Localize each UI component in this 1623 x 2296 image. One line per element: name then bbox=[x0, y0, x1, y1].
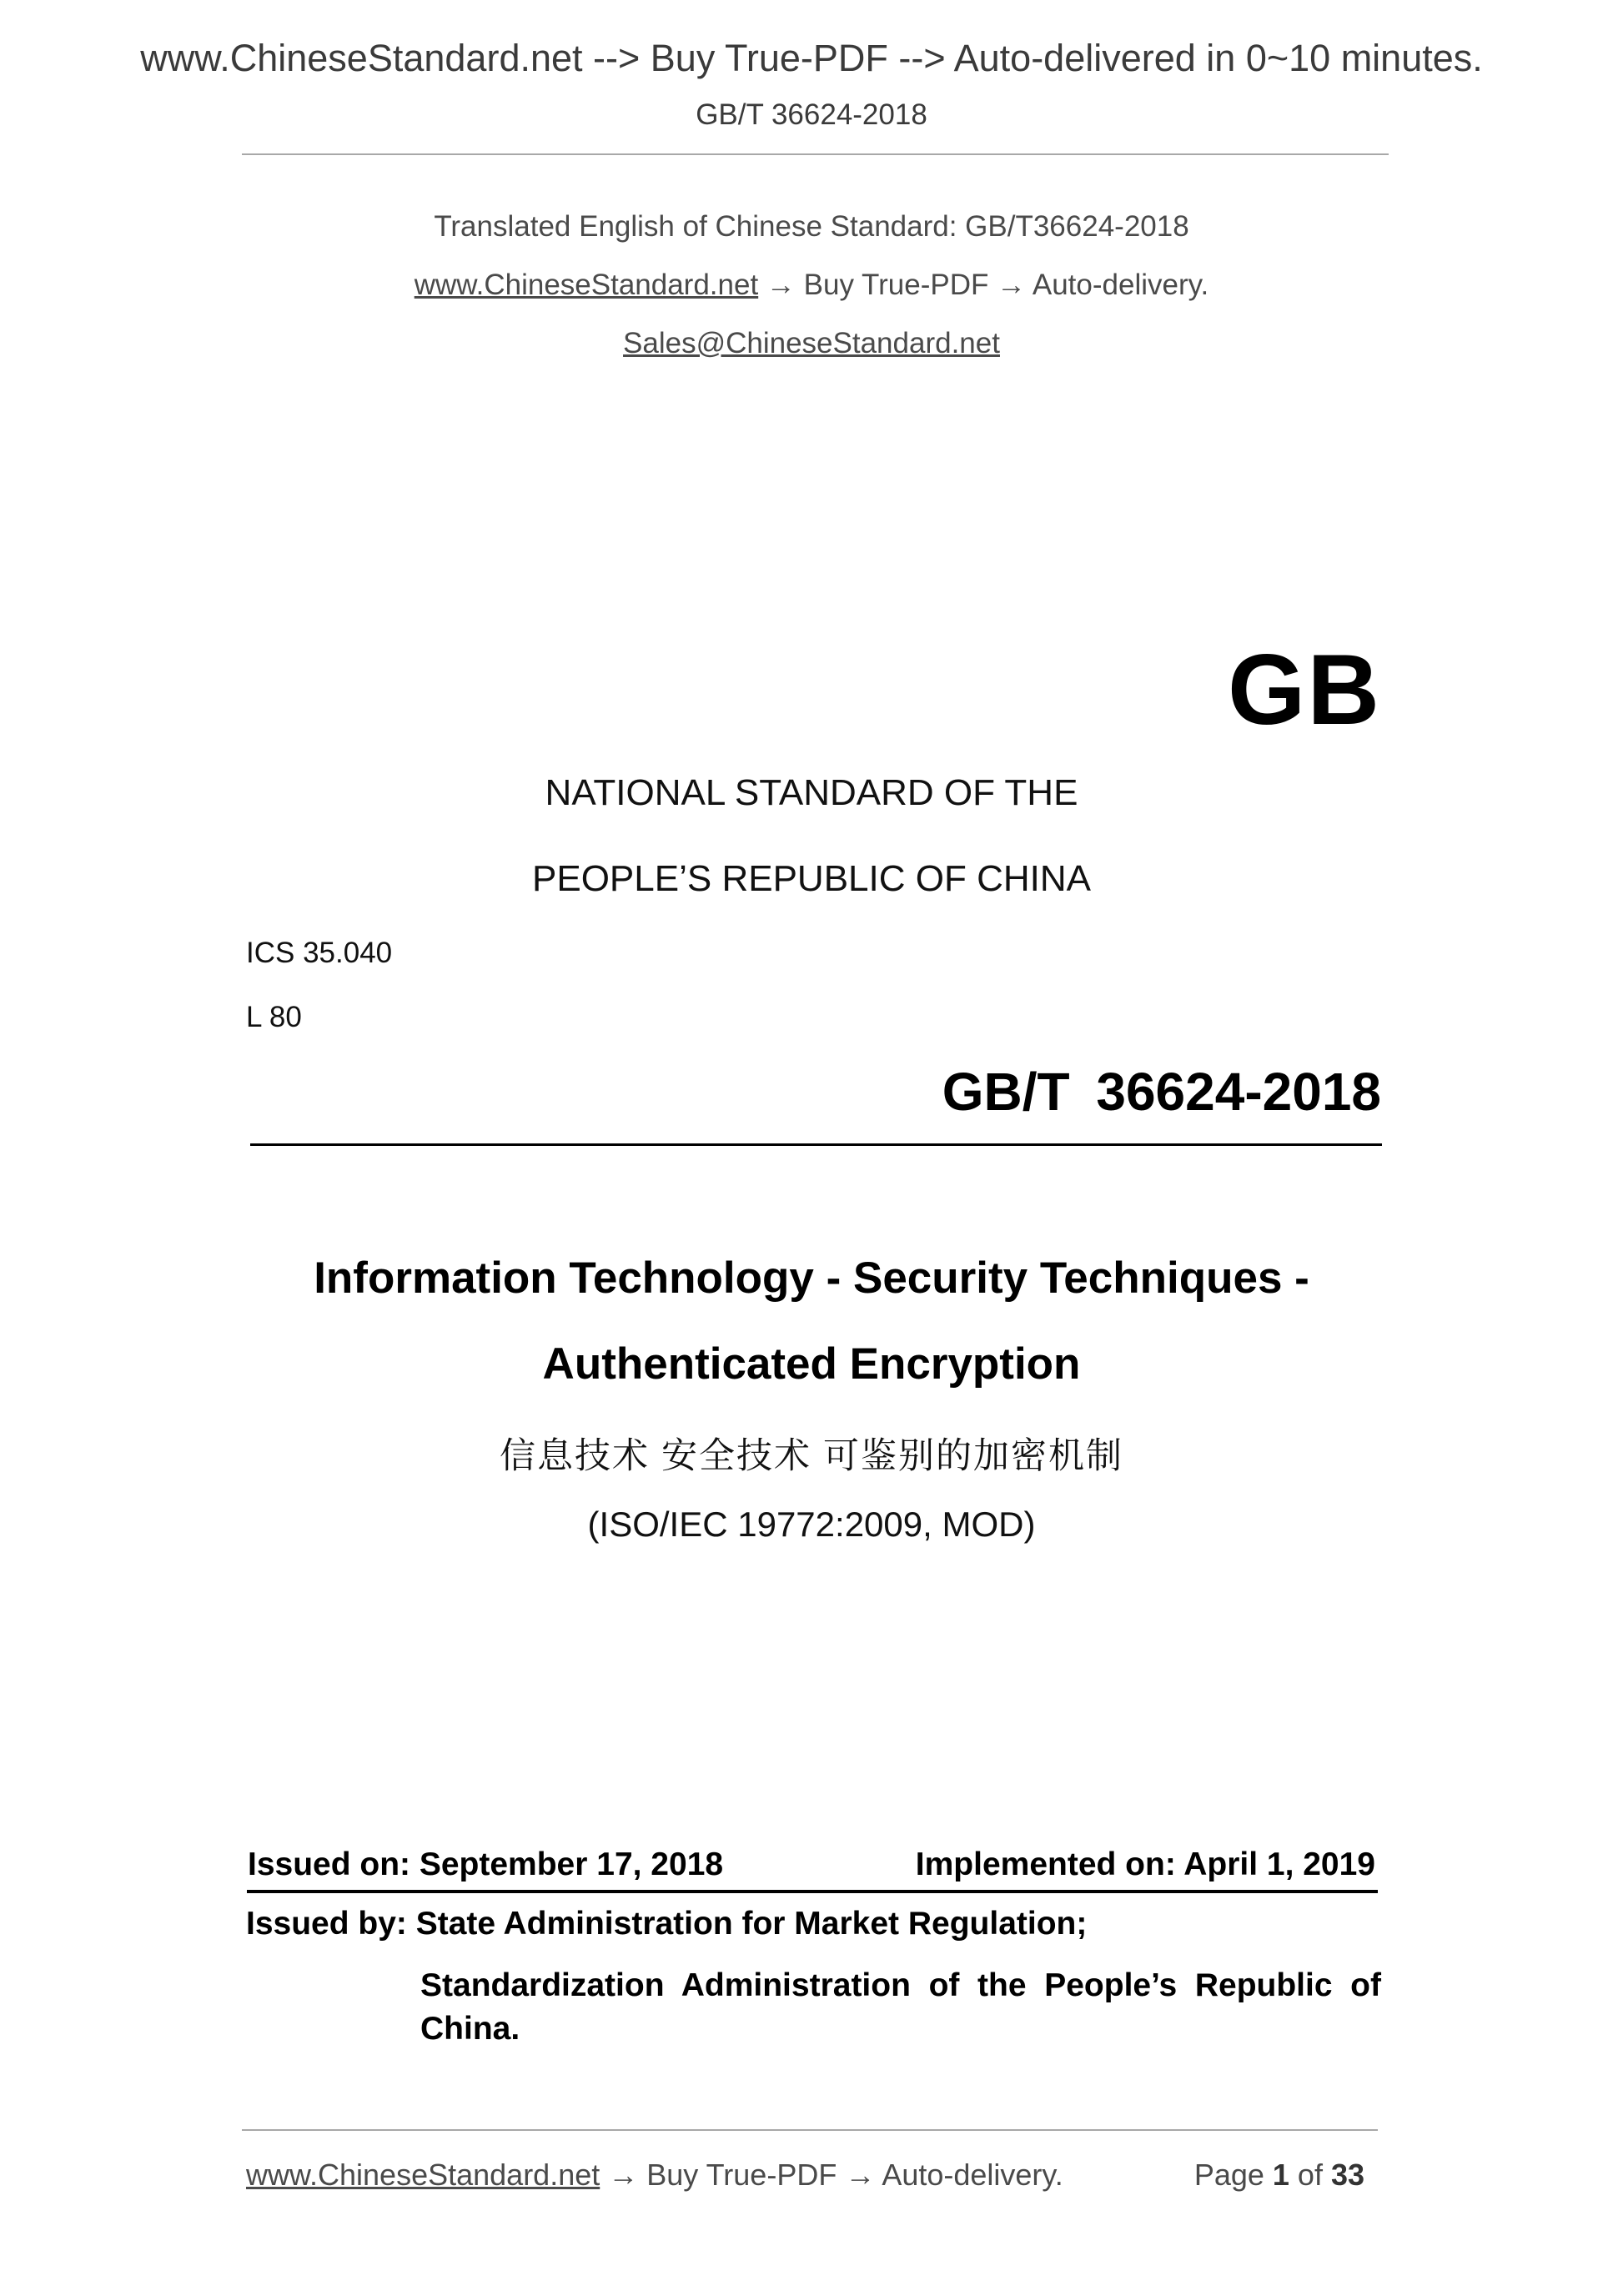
sales-line bbox=[0, 327, 1623, 360]
issued-by: Issued by: State Administration for Market Regulation; bbox=[246, 1906, 1088, 1942]
header-doc-code: GB/T 36624-2018 bbox=[696, 98, 927, 131]
page-label: Page bbox=[1193, 2158, 1264, 2192]
footer-site-link[interactable]: www.ChineseStandard.net bbox=[246, 2158, 600, 2192]
issue-divider bbox=[247, 1890, 1378, 1893]
title-line2: Authenticated Encryption bbox=[542, 1339, 1081, 1389]
delivery-text: → Buy True-PDF → Auto-delivery. bbox=[758, 269, 1209, 301]
footer-divider bbox=[242, 2129, 1378, 2131]
second-issuer: Standardization Administration of the People’s Republic of China. bbox=[420, 1967, 1381, 2047]
ics-code: ICS 35.040 bbox=[246, 937, 393, 969]
page-total: 33 bbox=[1330, 2158, 1364, 2192]
delivery-line bbox=[0, 269, 1623, 302]
top-banner: www.ChineseStandard.net --> Buy True-PDF --> Auto-delivered in 0~10 minutes. bbox=[140, 37, 1483, 79]
page-number: 1 bbox=[1272, 2158, 1289, 2192]
issued-on-date: Issued on: September 17, 2018 bbox=[248, 1846, 724, 1882]
translated-notice: Translated English of Chinese Standard: GB/T36624-2018 bbox=[434, 210, 1189, 243]
standard-divider bbox=[250, 1143, 1382, 1146]
page-indicator bbox=[1194, 2158, 1373, 2193]
title-chinese: 信息技术 安全技术 可鉴别的加密机制 bbox=[500, 1436, 1123, 1476]
sales-email-link[interactable]: Sales@ChineseStandard.net bbox=[623, 327, 1000, 359]
national-standard-line2: PEOPLE’S REPUBLIC OF CHINA bbox=[532, 858, 1091, 899]
standard-number: GB/T 36624-2018 bbox=[942, 1062, 1381, 1122]
l-classification: L 80 bbox=[246, 1001, 302, 1033]
footer-delivery-text: → Buy True-PDF → Auto-delivery. bbox=[600, 2158, 1063, 2192]
title-line1: Information Technology - Security Techniques - bbox=[314, 1254, 1309, 1303]
national-standard-line1: NATIONAL STANDARD OF THE bbox=[545, 772, 1078, 813]
header-divider bbox=[242, 153, 1389, 155]
gb-logo: GB bbox=[1228, 634, 1381, 746]
iso-reference: (ISO/IEC 19772:2009, MOD) bbox=[587, 1505, 1036, 1544]
site-link[interactable]: www.ChineseStandard.net bbox=[414, 269, 759, 301]
implemented-on-date: Implemented on: April 1, 2019 bbox=[915, 1846, 1375, 1882]
of-label: of bbox=[1297, 2158, 1323, 2192]
footer-delivery bbox=[246, 2158, 1063, 2193]
